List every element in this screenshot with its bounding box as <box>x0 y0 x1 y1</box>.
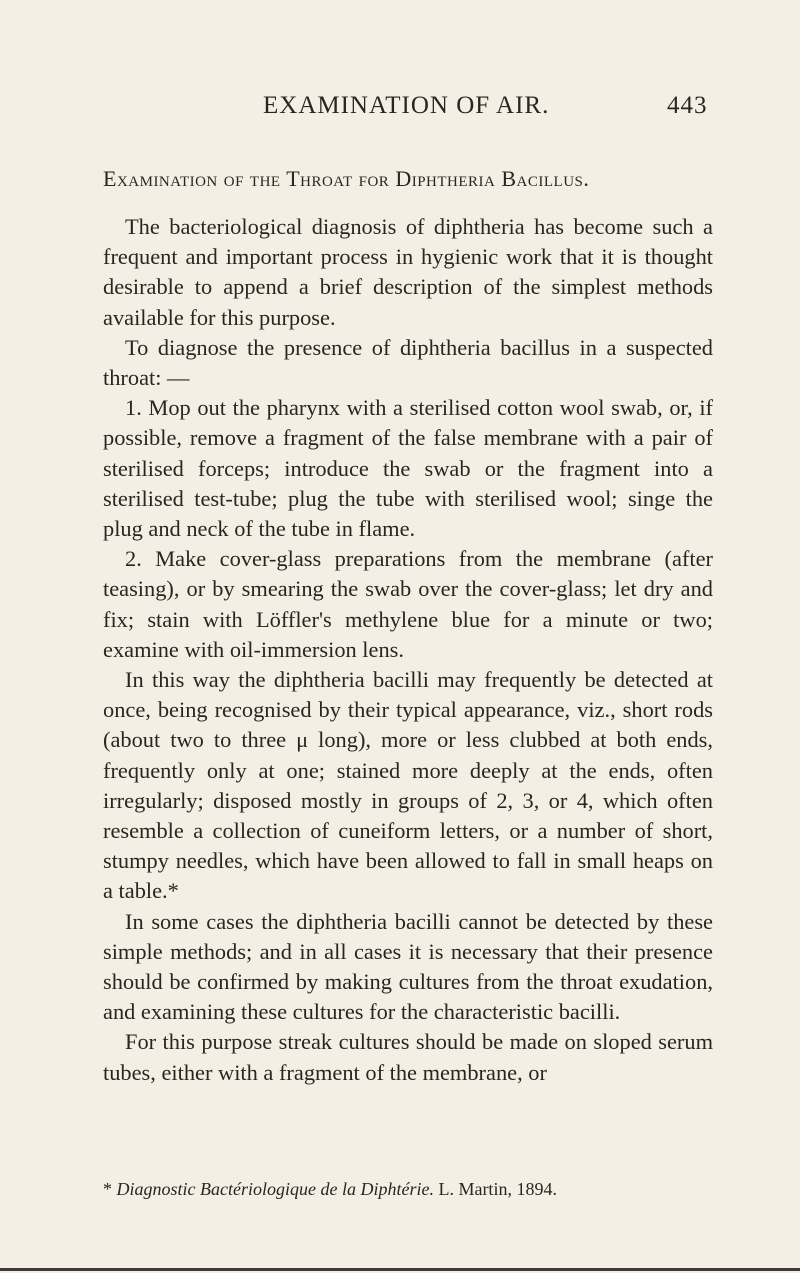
paragraph-detection: In this way the diphtheria bacilli may frequently be detected at once, being recognised by their typical appearance, viz., short rods (about two to three μ long), more or less clubbed at both ends, frequently only at one; stained more deeply at the ends, often irregularly; disposed mostly in groups of 2, 3, or 4, which often resemble a collection of cuneiform letters, or a number of short, stumpy needles, which have been allowed to fall in small heaps on a table.* <box>103 667 713 904</box>
paragraph-step-1: 1. Mop out the pharynx with a sterilised cotton wool swab, or, if possible, remove a fragment of the false membrane with a pair of sterilised forceps; introduce the swab or the fragment into a sterilised test-tube; plug the tube with sterilised wool; singe the plug and neck of the tube in flame. <box>103 395 713 542</box>
paragraph-intro: The bacteriological diagnosis of diphtheria has become such a frequent and important process in hygienic work that it is thought desirable to append a brief description of the simplest methods available for this purpose. <box>103 214 713 330</box>
body-text <box>103 212 713 1088</box>
page-number: 443 <box>667 92 708 119</box>
footnote-marker: * <box>103 1179 112 1199</box>
footnote-source: L. Martin, 1894. <box>438 1179 557 1199</box>
bottom-rule <box>0 1268 800 1271</box>
running-title: EXAMINATION OF AIR. <box>263 92 550 119</box>
paragraph-step-2: 2. Make cover-glass preparations from the membrane (after teasing), or by smearing the swab over the cover-glass; let dry and fix; stain with Löffler's methylene blue for a minute or two; examine with oil-immersion lens. <box>103 546 713 662</box>
paragraph-streak-cultures: For this purpose streak cultures should be made on sloped serum tubes, either with a fragment of the membrane, or <box>103 1029 713 1085</box>
footnote <box>103 1179 743 1200</box>
section-heading: Examination of the Throat for Diphtheria Bacillus. <box>103 166 590 191</box>
paragraph-procedure-lead: To diagnose the presence of diphtheria bacillus in a suspected throat: — <box>103 334 713 391</box>
paragraph-cultures: In some cases the diphtheria bacilli cannot be detected by these simple methods; and in all cases it is necessary that their presence should be confirmed by making cultures from the throat exudation, and examining these cultures for the characteristic bacilli. <box>103 908 713 1025</box>
footnote-title: Diagnostic Bactériologique de la Diphtérie. <box>116 1179 434 1199</box>
